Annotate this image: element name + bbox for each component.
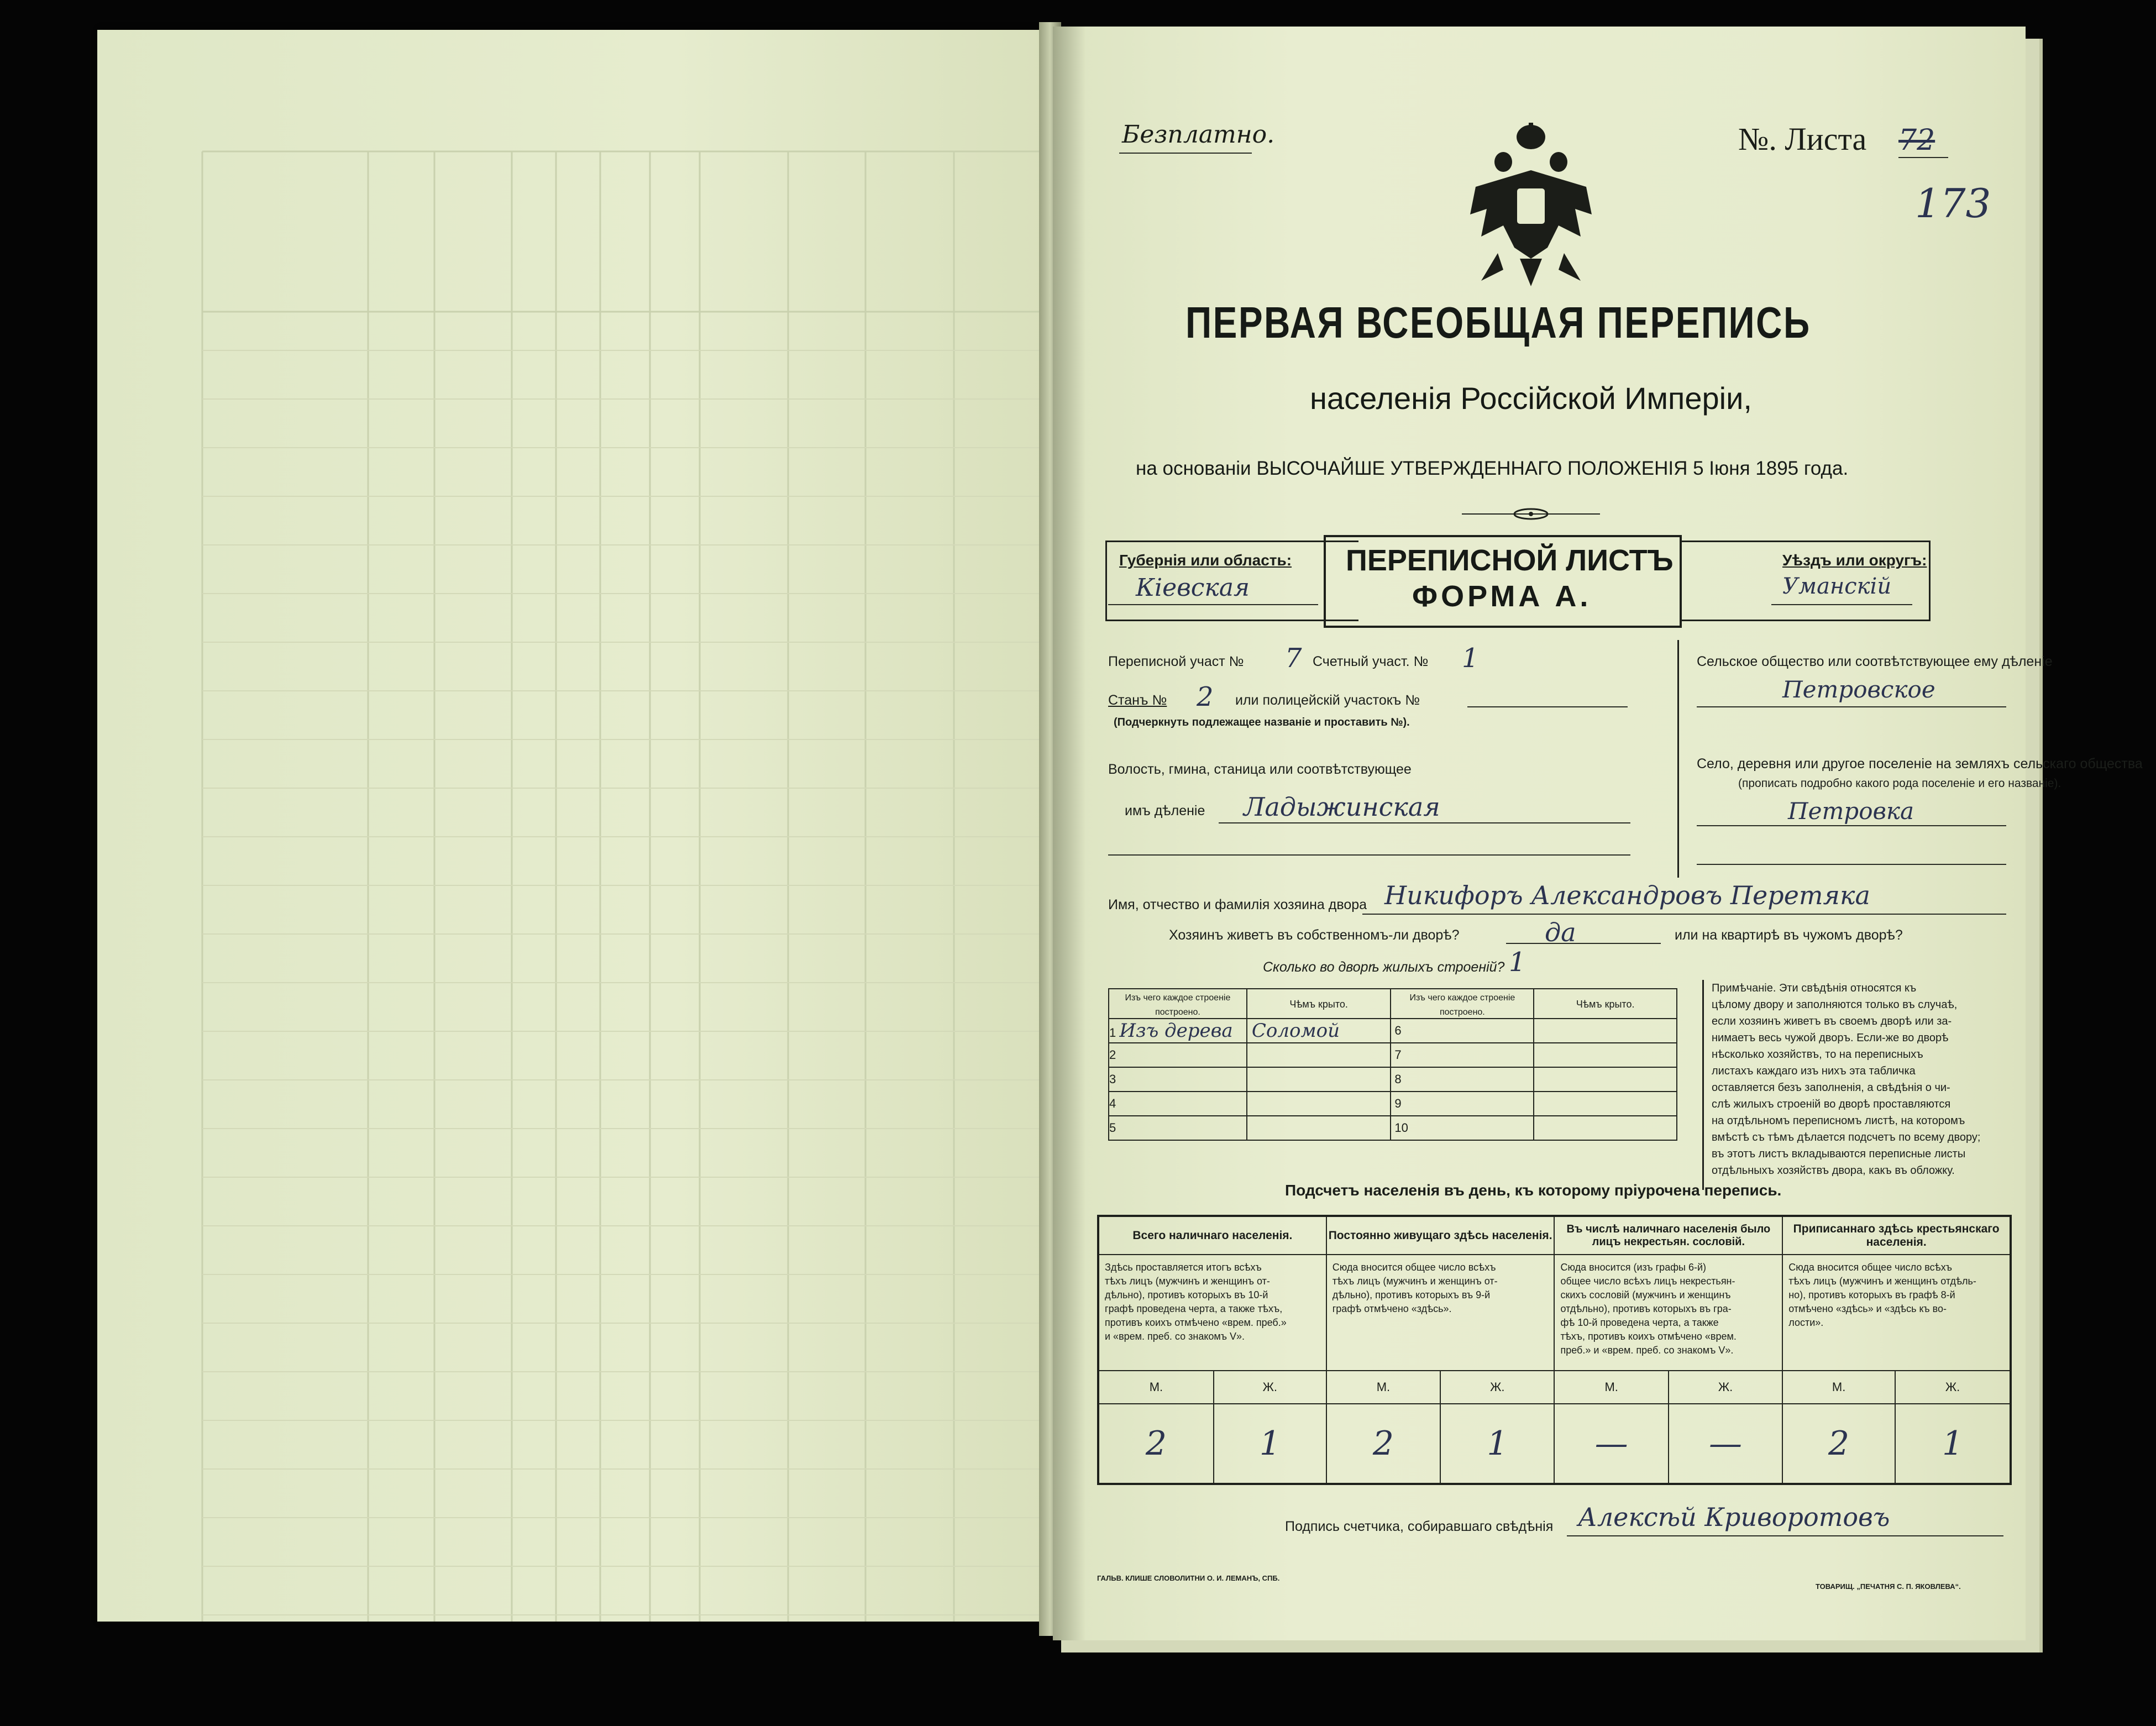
permanent-male: 2	[1326, 1404, 1440, 1484]
owner-name-value: Никифоръ Александровъ Перетяка	[1384, 880, 1870, 910]
summary-col2-title: Постоянно живущаго здѣсь населенія.	[1326, 1216, 1555, 1255]
table-row: 1 Изъ дерева Соломой 6	[1109, 1019, 1677, 1043]
summary-desc-line: скихъ сословій (мужчинъ и женщинъ	[1560, 1289, 1731, 1300]
registered-peasant-female: 1	[1895, 1404, 2011, 1484]
note-line: Примѣчаніе. Эти свѣдѣнія относятся къ	[1712, 982, 1917, 994]
summary-desc-line: отмѣчено «здѣсь» и «здѣсь къ во-	[1788, 1303, 1947, 1314]
census-legal-basis: на основаніи ВЫСОЧАЙШЕ УТВЕРЖДЕННАГО ПОЛОЖЕНІЯ 5 Іюня 1895 года.	[1136, 458, 1849, 479]
society-value: Петровское	[1782, 676, 1935, 703]
census-subtitle: населенія Россійской Имперіи,	[1310, 381, 1752, 416]
registered-peasant-male: 2	[1782, 1404, 1895, 1484]
note-line: вмѣстѣ съ тѣмъ дѣлается подсчетъ по всему двору;	[1712, 1131, 1981, 1143]
summary-desc-line: тѣхъ лицъ (мужчинъ и женщинъ от-	[1332, 1276, 1498, 1287]
village-value: Петровка	[1788, 798, 1914, 825]
summary-desc-line: тѣхъ, противъ коихъ отмѣчено «врем.	[1560, 1331, 1737, 1342]
note-line: цѣлому двору и заполняются только въ случаѣ,	[1712, 999, 1958, 1011]
summary-desc-line: тѣхъ лицъ (мужчинъ и женщинъ от-	[1105, 1276, 1270, 1287]
gubernia-label: Губернія или область:	[1119, 552, 1292, 569]
note-line: оставляется безъ заполненія, а свѣдѣнія о чи-	[1712, 1082, 1950, 1094]
volost-label-1: Волость, гмина, станица или соотвѣтствующее	[1108, 762, 1412, 777]
sheet-number-old: 72	[1898, 124, 1935, 157]
summary-col1-desc	[1098, 1255, 1326, 1371]
total-present-female: 1	[1214, 1404, 1326, 1484]
non-peasant-female: —	[1669, 1404, 1782, 1484]
note-line: отдѣльныхъ хозяйствъ двора, какъ въ обложку.	[1712, 1164, 1955, 1177]
total-present-male: 2	[1098, 1404, 1214, 1484]
stan-label: Станъ №	[1108, 693, 1167, 708]
summary-col4-desc	[1782, 1255, 2011, 1371]
summary-desc-line: графѣ отмѣчено «здѣсь».	[1332, 1303, 1452, 1314]
uezd-value: Уманскій	[1782, 574, 1892, 599]
village-label: Село, деревня или другое поселеніе на земляхъ сельскаго общества	[1697, 756, 2143, 772]
summary-desc-line: но), противъ которыхъ въ графѣ 8-й	[1788, 1289, 1955, 1300]
summary-desc-line: Сюда вносится общее число всѣхъ	[1788, 1262, 1952, 1273]
summary-heading: Подсчетъ населенія въ день, къ которому пріурочена перепись.	[1285, 1182, 1782, 1199]
signature-value: Алексѣй Криворотовъ	[1578, 1502, 1890, 1532]
volost-value: Ладыжинская	[1244, 792, 1440, 822]
stan-value: 2	[1197, 681, 1214, 712]
imprint-left: ГАЛЬВ. КЛИШЕ СЛОВОЛИТНИ О. И. ЛЕМАНЪ, СПБ.	[1097, 1574, 1280, 1582]
summary-desc-line: графѣ проведена черта, а также тѣхъ,	[1105, 1303, 1283, 1314]
summary-desc-line: Здѣсь проставляется итогъ всѣхъ	[1105, 1262, 1262, 1273]
table-row: 2 7	[1109, 1043, 1677, 1067]
summary-desc-line: и «врем. преб. со знакомъ V».	[1105, 1331, 1245, 1342]
counting-district-value: 1	[1462, 643, 1479, 674]
population-summary-table: Всего наличнаго населенія. Постоянно живущаго здѣсь населенія. Въ числѣ наличнаго населенія было лицъ некрестьян. сословій. Приписаннаго здѣсь крестьянскаго населенія. Здѣсь проставляется итогъ всѣхъ тѣхъ лицъ (мужчинъ и женщинъ от- дѣльно), противъ которыхъ въ 10-й графѣ проведена черта, а также тѣхъ, противъ коихъ отмѣчено «врем. преб.» и «врем. преб. со знакомъ V». Сюда вносится общее число всѣхъ тѣхъ лицъ (мужчинъ и женщинъ от- дѣльно), противъ которыхъ въ 9-й графѣ отмѣчено «здѣсь». Сюда вносится (изъ графы 6-й) общее число всѣхъ лицъ некрестьян- скихъ сословій (мужчинъ и женщинъ отдѣльно), противъ которыхъ въ гра- фѣ 10-й проведена черта, а также тѣхъ, противъ коихъ отмѣчено «врем. преб.» и «врем. преб. со знакомъ V». Сюда вносится общее число всѣхъ тѣхъ лицъ (мужчинъ и женщинъ отдѣль- но), противъ которыхъ въ графѣ 8-й отмѣчено «здѣсь» и «здѣсь къ во- лости». М. Ж. М. Ж. М. Ж. М. Ж. 2 1 2 1 — — 2 1	[1097, 1215, 2012, 1485]
table-row: 3 8	[1109, 1067, 1677, 1092]
owner-or-label: или на квартирѣ въ чужомъ дворѣ?	[1675, 927, 1903, 943]
census-main-title: ПЕРВАЯ ВСЕОБЩАЯ ПЕРЕПИСЬ	[1185, 298, 1811, 347]
form-title-line1: ПЕРЕПИСНОЙ ЛИСТЪ	[1346, 544, 1674, 577]
summary-desc-line: фѣ 10-й проведена черта, а также	[1560, 1317, 1719, 1328]
society-label: Сельское общество или соотвѣтствующее ему дѣленіе	[1697, 654, 2053, 669]
uezd-label: Уѣздъ или округъ:	[1782, 552, 1927, 569]
sheet-number-label: №. Листа	[1738, 121, 1867, 157]
note-line: нимаетъ весь чужой дворъ. Если-же во дворѣ	[1712, 1032, 1949, 1044]
counting-district-label: Счетный участ. №	[1313, 654, 1429, 669]
owner-lives-label: Хозяинъ живетъ въ собственномъ-ли дворѣ?	[1169, 927, 1460, 943]
form-title-line2: ФОРМА А.	[1412, 580, 1592, 613]
summary-desc-line: тѣхъ лицъ (мужчинъ и женщинъ отдѣль-	[1788, 1276, 1976, 1287]
summary-desc-line: преб.» и «врем. преб. со знакомъ V».	[1560, 1345, 1734, 1356]
faint-ruled-grid	[202, 151, 1048, 1622]
col-roof-header: Чѣмъ крыто.	[1247, 989, 1391, 1019]
left-page	[97, 30, 1048, 1622]
owner-lives-value: да	[1545, 917, 1576, 947]
note-line: нѣсколько хозяйствъ, то на переписныхъ	[1712, 1048, 1923, 1061]
summary-desc-line: отдѣльно), противъ которыхъ въ гра-	[1560, 1303, 1732, 1314]
row1-roof: Соломой	[1251, 1020, 1340, 1042]
census-district-value: 7	[1285, 643, 1302, 674]
note-line: на отдѣльномъ переписномъ листѣ, на которомъ	[1712, 1115, 1965, 1127]
note-line: листахъ каждаго изъ нихъ эта табличка	[1712, 1065, 1916, 1077]
table-row: 5 10	[1109, 1116, 1677, 1140]
note-line: если хозяинъ живетъ въ своемъ дворѣ или за-	[1712, 1015, 1952, 1027]
free-label: Безплатно.	[1122, 120, 1275, 149]
buildings-table	[1108, 988, 1677, 1141]
summary-col3-title: Въ числѣ наличнаго населенія было лицъ некрестьян. сословій.	[1554, 1216, 1782, 1255]
summary-col2-desc	[1326, 1255, 1555, 1371]
summary-desc-line: дѣльно), противъ которыхъ въ 10-й	[1105, 1289, 1268, 1300]
note-line: слѣ жилыхъ строеній во дворѣ проставляются	[1712, 1098, 1951, 1110]
permanent-female: 1	[1440, 1404, 1554, 1484]
summary-desc-line: противъ коихъ отмѣчено «врем. преб.»	[1105, 1317, 1287, 1328]
census-district-label: Переписной участ №	[1108, 654, 1244, 669]
summary-desc-line: общее число всѣхъ лицъ некрестьян-	[1560, 1276, 1735, 1287]
sheet-number-new: 173	[1915, 180, 1991, 227]
police-label: или полицейскій участокъ №	[1235, 693, 1420, 708]
note-line: въ этотъ листъ вкладываются переписные листы	[1712, 1148, 1966, 1160]
table-row: 4 9	[1109, 1092, 1677, 1116]
row1-material: Изъ дерева	[1119, 1020, 1233, 1042]
summary-desc-line: Сюда вносится общее число всѣхъ	[1332, 1262, 1496, 1273]
col-roof-header-2: Чѣмъ крыто.	[1534, 989, 1677, 1019]
summary-col1-title: Всего наличнаго населенія.	[1098, 1216, 1326, 1255]
gubernia-value: Кіевская	[1136, 574, 1250, 602]
summary-desc-line: лости».	[1788, 1317, 1824, 1328]
imprint-right: ТОВАРИЩ. „ПЕЧАТНЯ С. П. ЯКОВЛЕВА“.	[1816, 1582, 1961, 1591]
signature-label: Подпись счетчика, собиравшаго свѣдѣнія	[1285, 1519, 1554, 1534]
note-block	[1702, 980, 2021, 1190]
volost-label-2: имъ дѣленіе	[1125, 803, 1205, 819]
census-form-page	[1053, 27, 2143, 1640]
village-hint: (прописать подробно какого рода поселеніе и его названіе).	[1738, 777, 2061, 790]
col-material-header: Изъ чего каждое строеніе построено.	[1109, 989, 1247, 1019]
imperial-eagle-emblem	[1465, 120, 1597, 297]
summary-col3-desc	[1554, 1255, 1782, 1371]
col-material-header-2: Изъ чего каждое строеніе построено.	[1391, 989, 1534, 1019]
buildings-count-value: 1	[1509, 947, 1526, 978]
non-peasant-male: —	[1554, 1404, 1668, 1484]
summary-col4-title: Приписаннаго здѣсь крестьянскаго населенія.	[1782, 1216, 2011, 1255]
summary-desc-line: Сюда вносится (изъ графы 6-й)	[1560, 1262, 1707, 1273]
summary-desc-line: дѣльно), противъ которыхъ въ 9-й	[1332, 1289, 1491, 1300]
buildings-count-label: Сколько во дворѣ жилыхъ строеній?	[1263, 959, 1505, 975]
stan-hint: (Подчеркнуть подлежащее названіе и проставить №).	[1114, 716, 1410, 728]
ornament-divider	[1462, 507, 1600, 521]
owner-name-label: Имя, отчество и фамилія хозяина двора	[1108, 897, 1367, 912]
